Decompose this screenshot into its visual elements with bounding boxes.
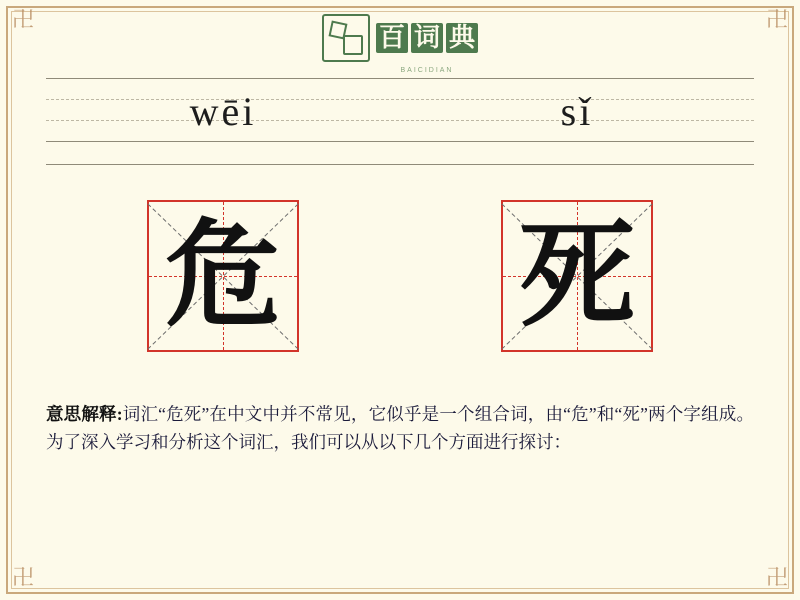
pinyin-text-2: sǐ <box>560 88 594 134</box>
character-row <box>46 200 754 360</box>
explanation-text: 词汇“危死”在中文中并不常见，它似乎是一个组合词，由“危”和“死”两个字组成。为了深入学习和分析这个词汇，我们可以从以下几个方面进行探讨： <box>46 404 754 452</box>
explanation-label: 意思解释: <box>46 404 123 424</box>
character-cell <box>46 200 400 360</box>
corner-ornament-icon: 卍 <box>11 566 34 591</box>
character-glyph-1: 危 <box>165 208 281 343</box>
tianzige-grid <box>501 200 653 352</box>
brand-logo <box>0 14 800 74</box>
corner-ornament-icon: 卍 <box>765 566 788 591</box>
pinyin-cell <box>46 78 400 144</box>
brand-char-1: 百 <box>376 23 408 53</box>
corner-ornament-icon: 卍 <box>765 8 788 33</box>
pinyin-row <box>46 78 754 144</box>
brand-char-3: 典 <box>446 23 478 53</box>
pinyin-cell <box>400 78 754 144</box>
brand-subtitle: BAICIDIAN <box>400 67 454 74</box>
staff-line-bottom <box>46 164 754 165</box>
explanation-block <box>46 400 754 456</box>
brand-char-2: 词 <box>411 23 443 53</box>
tianzige-grid <box>147 200 299 352</box>
brand-name <box>376 23 478 53</box>
seal-stamp-icon <box>322 14 370 62</box>
corner-ornament-icon: 卍 <box>11 8 34 33</box>
character-cell <box>400 200 754 360</box>
character-glyph-2: 死 <box>519 208 635 343</box>
pinyin-text-1: wēi <box>189 88 257 134</box>
